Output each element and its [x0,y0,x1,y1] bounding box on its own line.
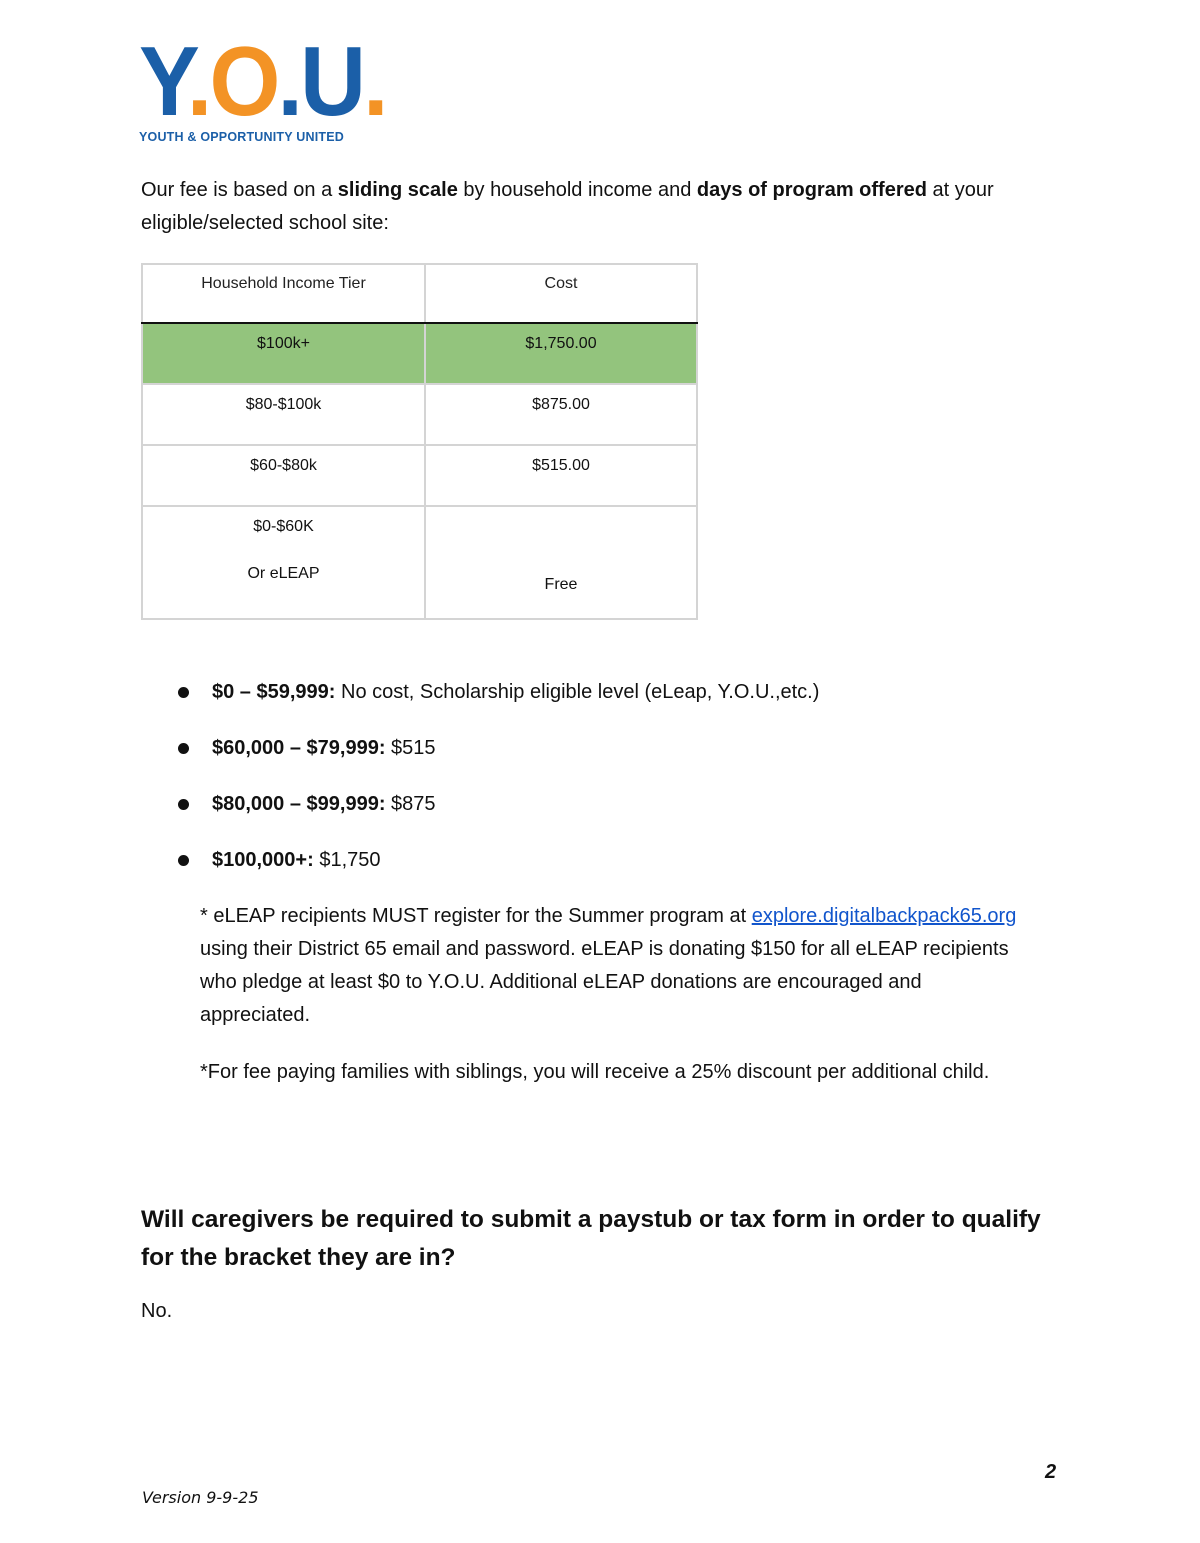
bullet-range: $100,000+: [212,849,314,871]
faq-answer: No. [141,1300,173,1322]
bullet-text: No cost, Scholarship eligible level (eLeap, Y.O.U.,etc.) [335,681,820,703]
bullet-text: $1,750 [313,849,381,871]
tier-cell: $80-$100k [142,384,425,445]
bullet-range: $80,000 – $99,999: [212,793,386,815]
bullet-icon [178,687,189,698]
bullet-range: $60,000 – $79,999: [212,737,386,759]
intro-text: Our fee is based on a [141,179,338,201]
intro-paragraph [141,174,1061,240]
list-item [178,788,819,844]
table-header-row [142,264,697,323]
table-row [142,323,697,384]
intro-text: by household income and [457,179,697,201]
logo-wordmark [139,26,386,136]
faq-question: Will caregivers be required to submit a paystub or tax form in order to qualify for the bracket they are in? [141,1206,1041,1271]
table-row [142,506,697,619]
logo [139,26,404,144]
tier-line: Or eLEAP [247,565,320,582]
cost-cell: Free [425,506,697,619]
bullet-range: $0 – $59,999: [212,681,336,703]
fee-bullet-list [178,676,819,900]
page-number: 2 [1045,1461,1057,1483]
logo-letter: . [186,26,210,136]
version-label: Version 9-9-25 [142,1488,259,1507]
intro-bold-days-offered: days of program offered [696,179,927,201]
bullet-icon [178,743,189,754]
cost-cell: $515.00 [425,445,697,506]
eleap-note [200,900,1030,1032]
cost-cell: $1,750.00 [425,323,697,384]
bullet-icon [178,799,189,810]
tier-cell [142,506,425,619]
logo-subtitle: YOUTH & OPPORTUNITY UNITED [139,130,344,144]
tier-cell: $60-$80k [142,445,425,506]
header-income-tier: Household Income Tier [142,264,425,323]
logo-letter: Y [139,26,187,136]
table-row [142,384,697,445]
bullet-text: $875 [385,793,436,815]
cost-cell: $875.00 [425,384,697,445]
intro-bold-sliding-scale: sliding scale [337,179,458,201]
header-cost: Cost [425,264,697,323]
logo-letter: O [209,26,278,136]
digital-backpack-link[interactable]: explore.digitalbackpack65.org [751,905,1017,927]
list-item [178,732,819,788]
fee-table [141,263,698,620]
tier-line: $0-$60K [253,518,314,535]
table-row [142,445,697,506]
tier-cell: $100k+ [142,323,425,384]
bullet-text: $515 [385,737,436,759]
logo-letter: . [277,26,301,136]
list-item [178,844,819,900]
list-item [178,676,819,732]
siblings-note: *For fee paying families with siblings, you will receive a 25% discount per additional child. [200,1061,990,1083]
bullet-icon [178,855,189,866]
intro-text: at your eligible/selected school site: [141,179,994,234]
logo-letter: . [363,26,386,136]
logo-letter: U [300,26,364,136]
note-text: using their District 65 email and password. eLEAP is donating $150 for all eLEAP recipients who pledge at least $0 to Y.O.U. Additional eLEAP donations are encouraged and appreciated. [200,938,1009,1026]
note-text: * eLEAP recipients MUST register for the Summer program at [200,905,752,927]
